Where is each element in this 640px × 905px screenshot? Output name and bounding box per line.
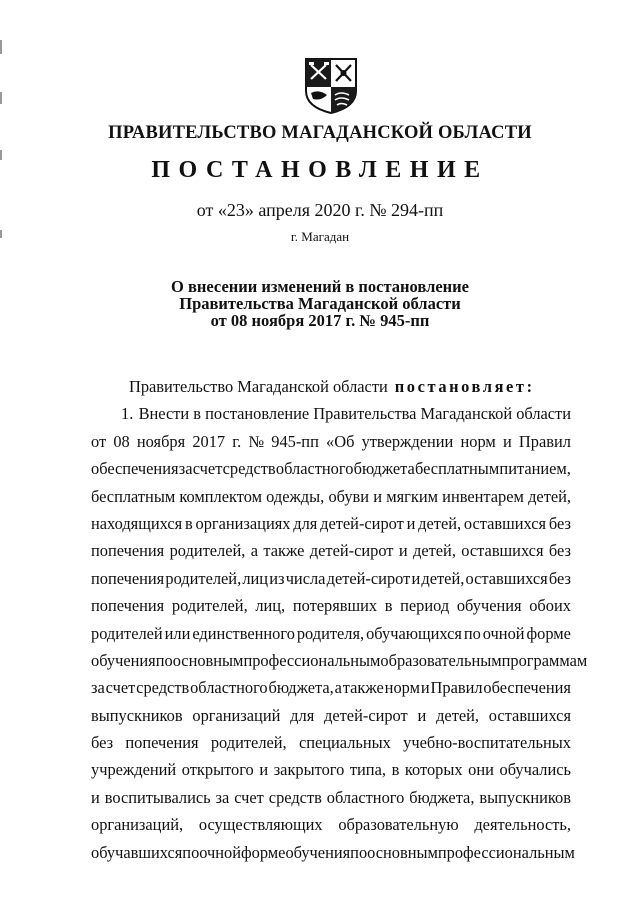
subject-line: О внесении изменений в постановление: [171, 277, 469, 296]
word: в: [391, 760, 400, 780]
word: и: [420, 678, 430, 698]
word: лиц,: [255, 596, 286, 616]
word: областного: [275, 459, 354, 479]
word: также: [342, 678, 384, 698]
word: типа,: [349, 760, 386, 780]
intro-verb: постановляет:: [394, 377, 535, 396]
word: очной: [482, 623, 525, 643]
word: родителей,: [169, 541, 246, 561]
document-type-title: ПОСТАНОВЛЕНИЕ: [151, 157, 489, 183]
word: родителей,: [171, 596, 248, 616]
word: без: [548, 541, 571, 561]
word: единственного: [192, 623, 295, 643]
word: без: [91, 733, 114, 753]
word: оставшихся: [488, 705, 571, 725]
document-subject: [0, 278, 640, 329]
scan-edge-mark: [0, 40, 2, 54]
paragraph-line: [91, 811, 571, 838]
word: организаций: [192, 705, 281, 725]
paragraph-line: [91, 483, 571, 510]
word: детей,: [421, 568, 465, 588]
word: специальных: [298, 733, 391, 753]
word: 945-пп: [271, 431, 319, 451]
word: детей,: [436, 705, 479, 725]
paragraph-line: [91, 729, 571, 756]
word: которых: [404, 760, 463, 780]
coat-of-arms-icon: [303, 57, 359, 115]
paragraph-1-first-line: [91, 400, 571, 427]
word: областного: [190, 678, 268, 698]
word: за: [178, 459, 193, 479]
word: обучения: [91, 650, 156, 670]
word: обучавшихся: [91, 842, 183, 862]
word: обучающихся: [366, 623, 462, 643]
word: детей-сирот: [309, 541, 394, 561]
paragraph-line: [91, 565, 571, 592]
word: по: [463, 623, 481, 643]
word: учебно-воспитательных: [403, 733, 571, 753]
word: счет: [105, 678, 136, 698]
word: они: [468, 760, 494, 780]
word: Правил: [430, 678, 483, 698]
paragraph-line: [91, 620, 571, 647]
paragraph-line: [91, 784, 571, 811]
word: очной: [199, 842, 242, 862]
paragraph-line: [91, 674, 571, 701]
paragraph-number: 1.: [121, 404, 134, 424]
word: детей-сирот: [326, 568, 411, 588]
word: бюджета,: [409, 787, 475, 807]
word: числа: [285, 568, 326, 588]
word: деятельность,: [474, 815, 571, 835]
paragraph-line: [91, 756, 571, 783]
document-date-number: от «23» апреля 2020 г. № 294-пп: [196, 200, 444, 220]
document-city: г. Магадан: [290, 229, 350, 244]
word: образовательную: [338, 815, 459, 835]
word: обеспечения: [91, 459, 179, 479]
word: в: [184, 513, 193, 533]
word: и: [259, 760, 269, 780]
word: и: [91, 787, 100, 807]
word: мягким: [386, 486, 438, 506]
word: областного: [326, 787, 405, 807]
word: период: [400, 596, 450, 616]
paragraph-line: [91, 537, 571, 564]
subject-line: Правительства Магаданской области: [179, 294, 461, 313]
word: средств: [222, 459, 276, 479]
word: 08: [113, 431, 130, 451]
paragraph-line: [91, 647, 588, 674]
paragraph-line: [91, 455, 571, 482]
document-body: [91, 373, 588, 866]
word: ноября: [136, 431, 186, 451]
word: находящихся: [91, 513, 183, 533]
paragraph-line: [91, 428, 571, 455]
intro-text: Правительство Магаданской области: [129, 377, 388, 396]
word: попечения: [91, 568, 165, 588]
word: одежды,: [266, 486, 325, 506]
word: обучения: [456, 596, 522, 616]
word: по: [182, 842, 200, 862]
scan-edge-mark: [0, 92, 2, 104]
word: за: [215, 787, 230, 807]
subject-line: от 08 ноября 2017 г. № 945-пп: [210, 311, 430, 330]
word: родителей: [91, 623, 163, 643]
word: обучения: [285, 842, 351, 862]
word: и: [406, 513, 416, 533]
word: от: [91, 431, 107, 451]
word: и: [417, 705, 427, 725]
word: оставшихся: [465, 568, 548, 588]
word: оставшихся: [461, 541, 544, 561]
word: обеспечения: [483, 678, 571, 698]
word: форме: [241, 842, 286, 862]
word: без: [548, 568, 571, 588]
word: лиц: [242, 568, 269, 588]
word: основным: [367, 842, 438, 862]
word: родителя,: [296, 623, 365, 643]
paragraph-line: [91, 702, 571, 729]
word: для: [290, 705, 315, 725]
word: норм: [384, 678, 420, 698]
word: обучались: [499, 760, 571, 780]
word: и: [411, 568, 421, 588]
word: родителей,: [210, 733, 287, 753]
word: попечения: [91, 541, 165, 561]
word: детей-сирот: [324, 705, 408, 725]
word: открытого: [181, 760, 254, 780]
intro-line: [91, 373, 571, 400]
word: обуви: [328, 486, 370, 506]
word: бюджета,: [268, 678, 334, 698]
paragraph-line: Внести в постановление Правительства Магаданской области: [138, 404, 571, 424]
word: и: [373, 486, 383, 506]
word: выпускников: [479, 787, 571, 807]
word: попечения: [125, 733, 199, 753]
word: также: [263, 541, 305, 561]
paragraph-line: [91, 510, 571, 537]
word: бюджета: [353, 459, 415, 479]
word: выпускников: [91, 705, 183, 725]
word: 2017: [192, 431, 226, 451]
word: без: [548, 513, 571, 533]
word: или: [164, 623, 191, 643]
word: форме: [526, 623, 571, 643]
word: профессиональным: [437, 842, 575, 862]
word: а: [334, 678, 342, 698]
word: осуществляющих: [198, 815, 323, 835]
word: закрытого: [273, 760, 345, 780]
word: бесплатным: [91, 486, 176, 506]
word: оставшихся: [463, 513, 547, 533]
word: детей,: [418, 513, 462, 533]
word: утверждении: [361, 431, 454, 451]
word: инвентарем: [442, 486, 524, 506]
word: «Об: [326, 431, 355, 451]
word: организаций,: [91, 815, 184, 835]
word: по: [155, 650, 173, 670]
government-title: ПРАВИТЕЛЬСТВО МАГАДАНСКОЙ ОБЛАСТИ: [108, 123, 532, 143]
word: Правил: [518, 431, 571, 451]
word: детей,: [413, 541, 456, 561]
word: для: [293, 513, 318, 533]
word: программам: [501, 650, 588, 670]
word: из: [269, 568, 285, 588]
word: счет: [234, 787, 264, 807]
word: средств: [268, 787, 322, 807]
word: за: [91, 678, 105, 698]
word: воспитывались: [104, 787, 211, 807]
word: норм: [460, 431, 496, 451]
word: по: [350, 842, 368, 862]
word: бесплатным: [414, 459, 500, 479]
word: и: [502, 431, 512, 451]
word: №: [248, 431, 265, 451]
paragraph-line: [91, 592, 571, 619]
word: обоих: [529, 596, 571, 616]
word: основным: [172, 650, 244, 670]
word: а: [250, 541, 259, 561]
word: детей-сирот: [320, 513, 404, 533]
word: и: [398, 541, 408, 561]
word: попечения: [91, 596, 165, 616]
word: образовательным: [380, 650, 502, 670]
word: питанием,: [499, 459, 571, 479]
word: в: [384, 596, 393, 616]
word: профессиональным: [243, 650, 381, 670]
word: родителей,: [165, 568, 242, 588]
paragraph-line: [91, 839, 575, 866]
word: организациях: [195, 513, 291, 533]
word: учреждений: [91, 760, 177, 780]
word: счет: [192, 459, 223, 479]
word: г.: [232, 431, 242, 451]
word: средств: [136, 678, 190, 698]
word: комплектом: [179, 486, 262, 506]
word: потерявших: [292, 596, 378, 616]
word: детей,: [528, 486, 571, 506]
